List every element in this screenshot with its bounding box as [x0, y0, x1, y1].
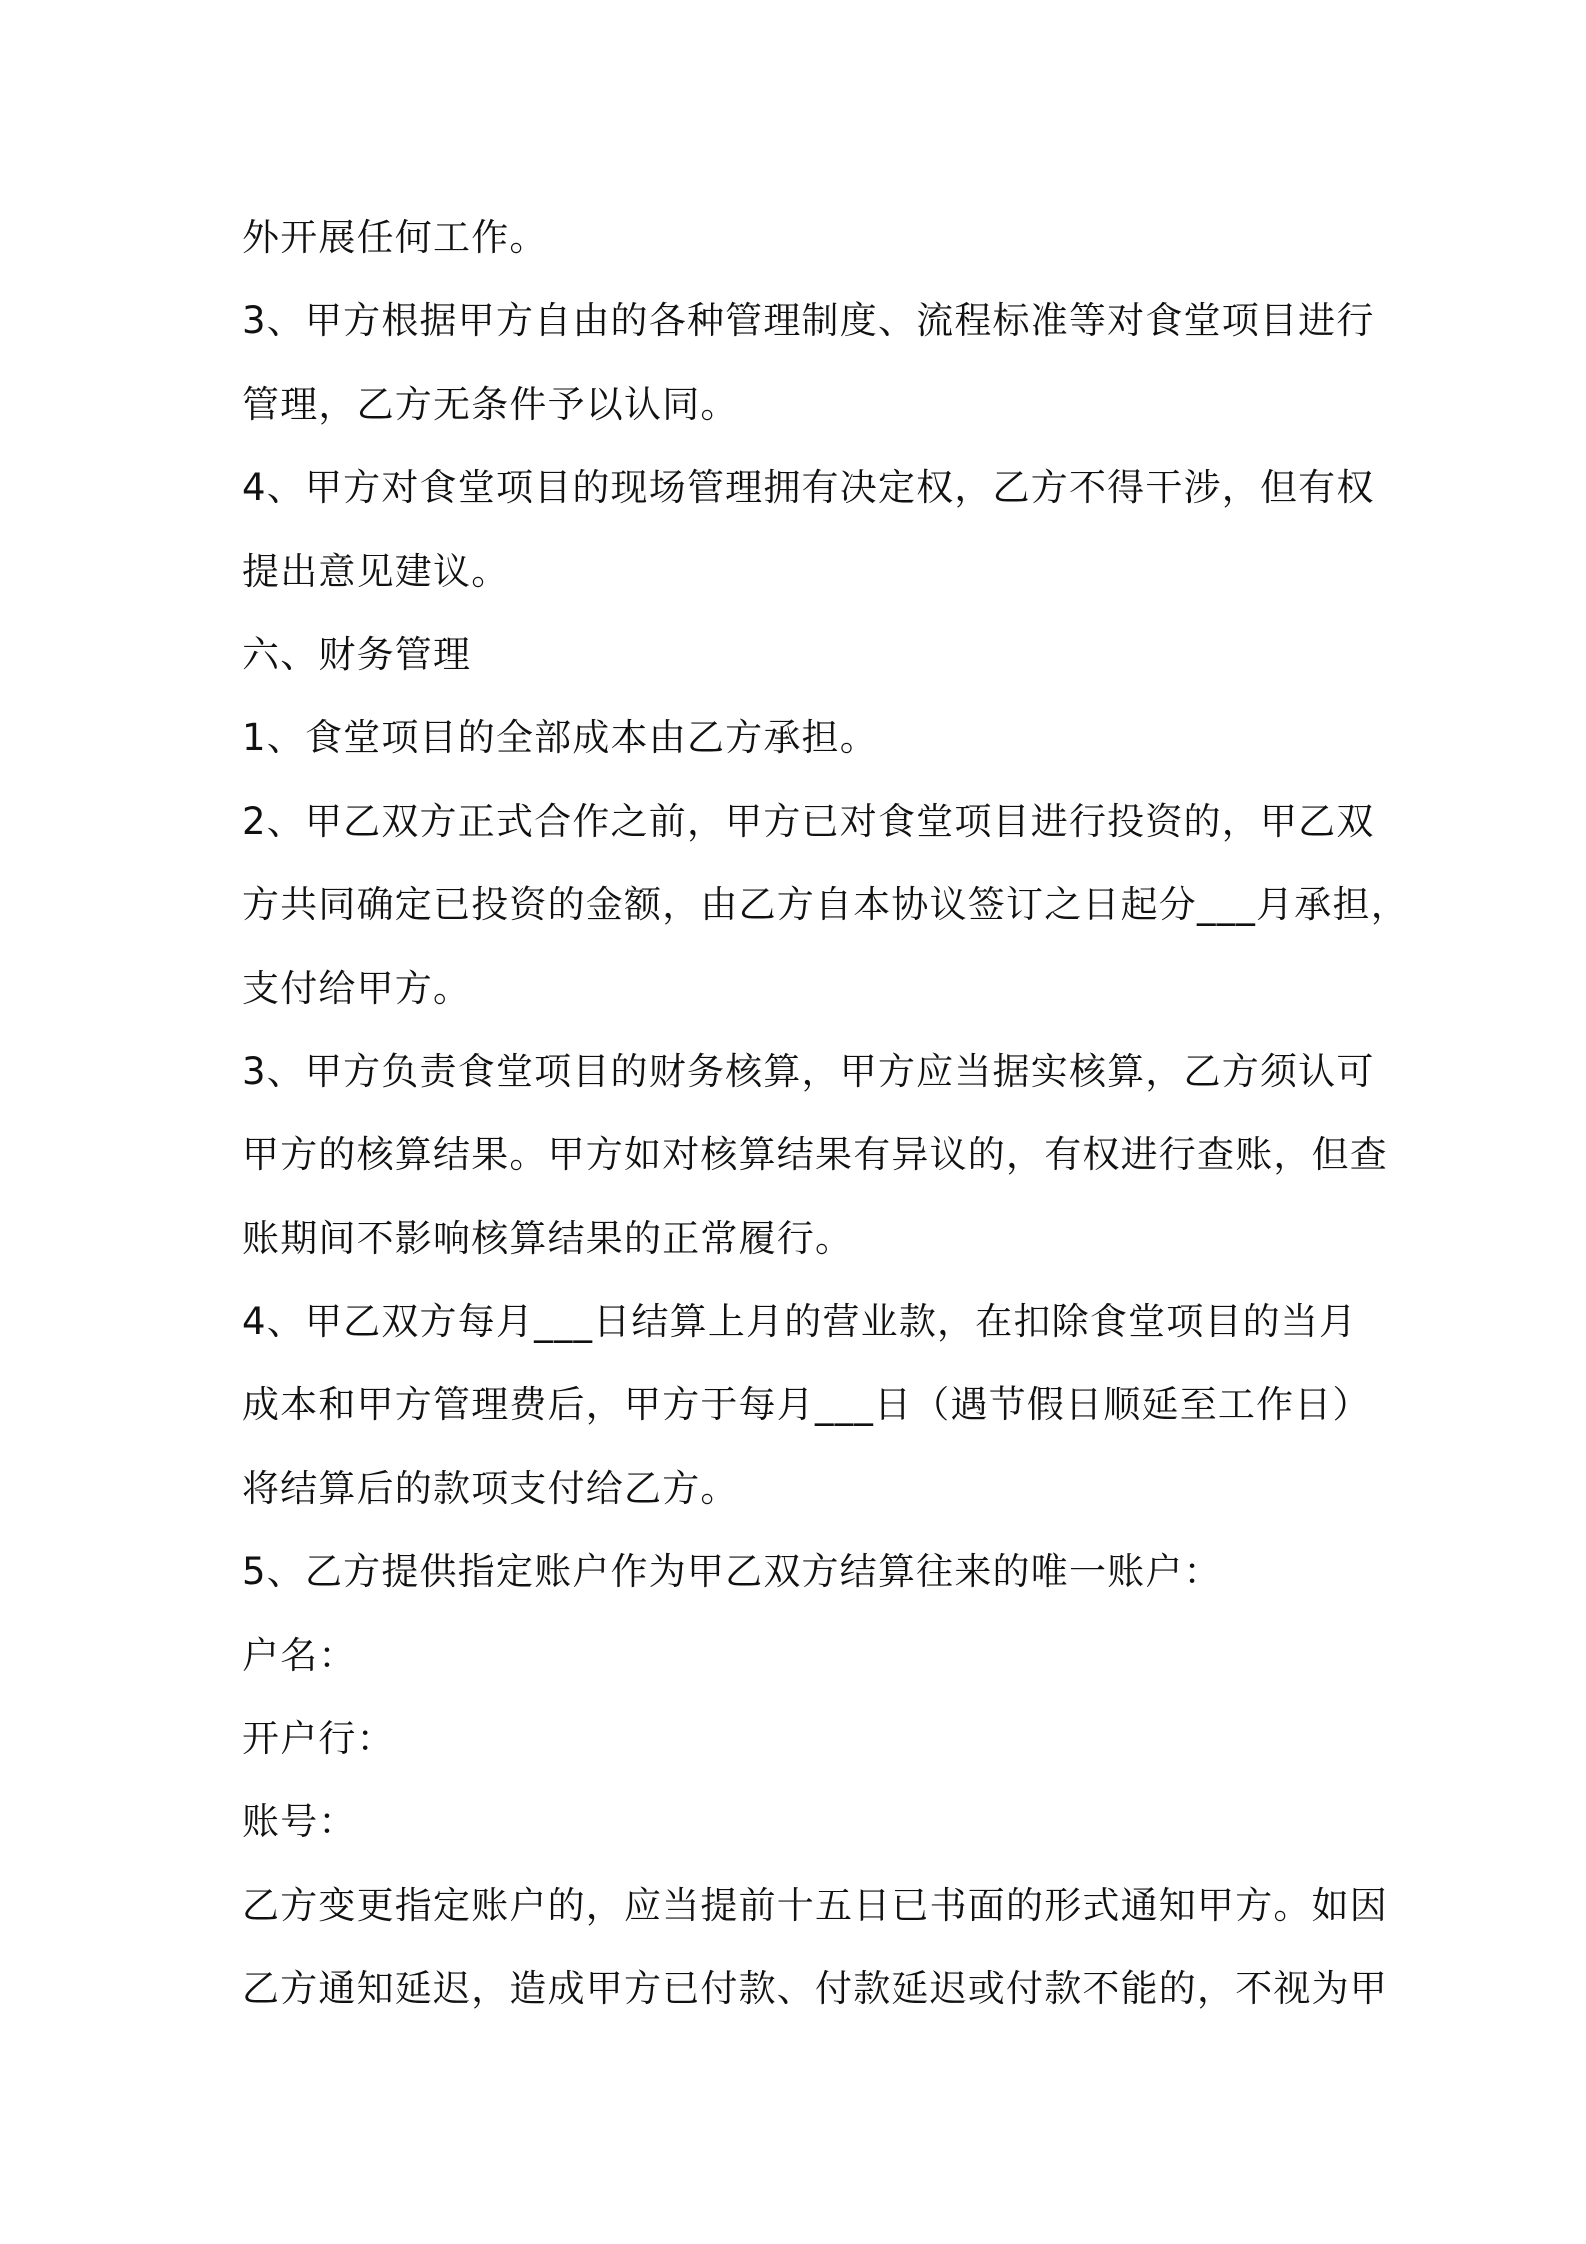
- text-line: 外开展任何工作。: [242, 216, 548, 259]
- text-line: 乙方变更指定账户的，应当提前十五日已书面的形式通知甲方。如因: [242, 1883, 1388, 1927]
- account-name-label: 户名：: [242, 1633, 357, 1677]
- account-number-label: 账号：: [242, 1800, 357, 1844]
- clause-line: 3、甲方负责食堂项目的财务核算，甲方应当据实核算，乙方须认可: [242, 1049, 1375, 1093]
- clause-line: 4、甲方对食堂项目的现场管理拥有决定权，乙方不得干涉，但有权: [242, 466, 1375, 510]
- clause-line: 2、甲乙双方正式合作之前，甲方已对食堂项目进行投资的，甲乙双: [242, 799, 1375, 843]
- text-line: 账期间不影响核算结果的正常履行。: [242, 1216, 854, 1260]
- clause-line: 1、食堂项目的全部成本由乙方承担。: [242, 716, 878, 760]
- text-line: 将结算后的款项支付给乙方。: [242, 1466, 739, 1510]
- clause-line: 4、甲乙双方每月___日结算上月的营业款，在扣除食堂项目的当月: [242, 1300, 1358, 1344]
- text-line: 方共同确定已投资的金额，由乙方自本协议签订之日起分___月承担，: [242, 883, 1409, 927]
- document-body: [242, 196, 1409, 2031]
- clause-line: 3、甲方根据甲方自由的各种管理制度、流程标准等对食堂项目进行: [242, 299, 1375, 343]
- bank-label: 开户行：: [242, 1717, 395, 1761]
- section-heading: 六、财务管理: [242, 632, 472, 676]
- text-line: 支付给甲方。: [242, 966, 472, 1010]
- text-line: 管理，乙方无条件予以认同。: [242, 382, 739, 426]
- text-line: 提出意见建议。: [242, 549, 510, 593]
- text-line: 成本和甲方管理费后，甲方于每月___日（遇节假日顺延至工作日）: [242, 1383, 1371, 1427]
- clause-line: 5、乙方提供指定账户作为甲乙双方结算往来的唯一账户：: [242, 1550, 1222, 1594]
- text-line: 甲方的核算结果。甲方如对核算结果有异议的，有权进行查账，但查: [242, 1133, 1388, 1177]
- text-line: 乙方通知延迟，造成甲方已付款、付款延迟或付款不能的，不视为甲: [242, 1967, 1388, 2011]
